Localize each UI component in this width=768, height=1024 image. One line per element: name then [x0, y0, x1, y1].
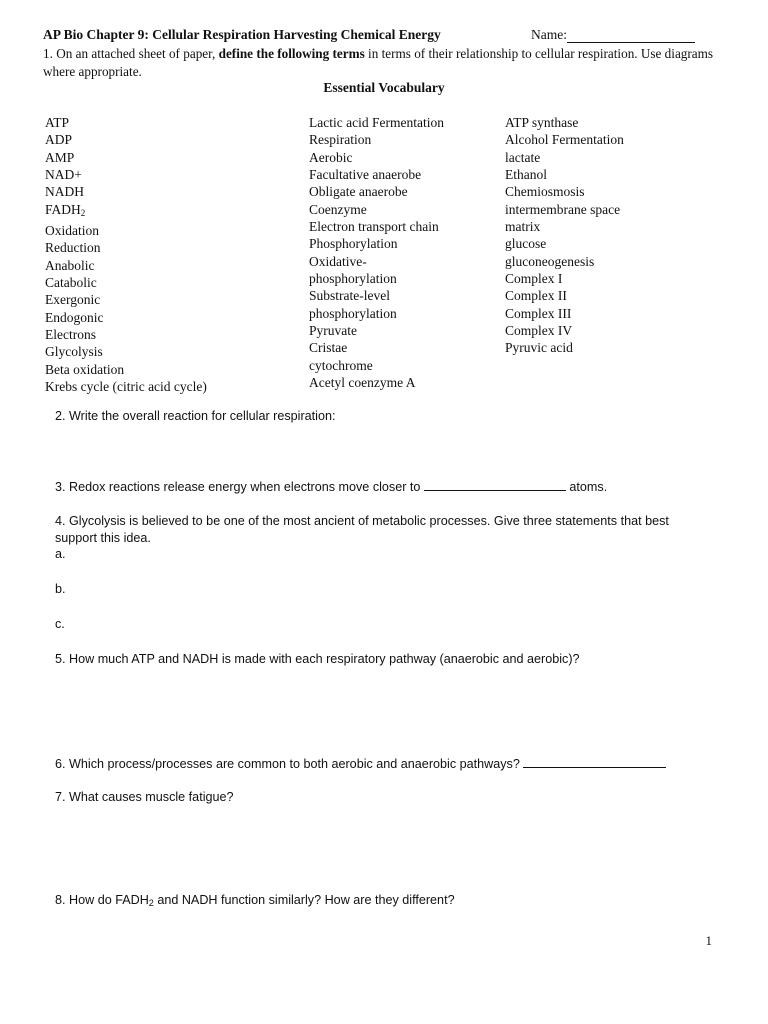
vocab-term: Ethanol [505, 167, 547, 183]
vocab-term: Facultative anaerobe [309, 167, 422, 183]
vocab-term: Electrons [45, 327, 96, 343]
vocab-term: Catabolic [45, 275, 97, 291]
vocab-term: Electron transport chain [309, 219, 439, 235]
question-4-c: c. [55, 617, 65, 631]
vocab-term: Reduction [45, 240, 101, 256]
question-7: 7. What causes muscle fatigue? [55, 790, 234, 804]
vocab-term: Oxidation [45, 223, 99, 239]
vocab-term: Substrate-level [309, 288, 390, 304]
vocab-term: Chemiosmosis [505, 184, 585, 200]
vocab-column-3 [505, 114, 624, 357]
question-2: 2. Write the overall reaction for cellular respiration: [55, 409, 336, 423]
worksheet-header [43, 27, 723, 43]
vocab-term: Pyruvic acid [505, 340, 573, 356]
vocab-term: Krebs cycle (citric acid cycle) [45, 379, 207, 395]
vocab-term: Endogonic [45, 309, 104, 325]
vocab-term: Obligate anaerobe [309, 184, 408, 200]
question-3-blank[interactable] [424, 478, 566, 491]
question-6-blank[interactable] [523, 755, 666, 768]
name-blank-line[interactable] [567, 29, 695, 43]
vocab-term: $FADH_2$ [45, 201, 86, 218]
question-4-a: a. [55, 547, 66, 561]
vocab-term: Pyruvate [309, 323, 357, 339]
question-8-prefix: 8. How do FADH [55, 893, 149, 907]
vocab-term: Glycolysis [45, 344, 103, 360]
name-label: Name: [531, 27, 567, 42]
question-1-bold: define the following terms [218, 46, 365, 61]
vocab-term: gluconeogenesis [505, 253, 595, 269]
vocab-term: Aerobic [309, 149, 353, 165]
vocab-term: Oxidative- [309, 253, 367, 269]
vocab-term: cytochrome [309, 357, 373, 373]
question-1 [43, 45, 723, 80]
vocab-term: Complex II [505, 288, 567, 304]
question-1-suffix: in terms of their relationship to cellular respiration. Use diagrams where appropriate. [43, 46, 714, 79]
question-4: 4. Glycolysis is believed to be one of the most ancient of metabolic processes. Give three statements that best support this idea. [55, 514, 669, 545]
vocab-term: Exergonic [45, 292, 101, 308]
vocab-heading: Essential Vocabulary [323, 80, 445, 95]
vocab-term: Phosphorylation [309, 236, 398, 252]
worksheet-title: AP Bio Chapter 9: Cellular Respiration Harvesting Chemical Energy [43, 27, 441, 42]
vocab-term: Beta oxidation [45, 361, 125, 377]
vocab-term: Complex III [505, 305, 572, 321]
vocab-term: NAD+ [45, 167, 82, 183]
name-field[interactable] [531, 27, 695, 43]
question-6 [55, 755, 666, 771]
question-8-subscript: 2 [148, 898, 154, 908]
vocab-term: phosphorylation [309, 305, 397, 321]
vocab-term: lactate [505, 149, 541, 165]
question-3 [55, 478, 607, 494]
vocab-term: Alcohol Fermentation [505, 132, 624, 148]
vocab-term: matrix [505, 219, 541, 235]
question-3-prefix: 3. Redox reactions release energy when electrons move closer to [55, 480, 421, 494]
vocab-term: Acetyl coenzyme A [309, 375, 416, 391]
question-4-b: b. [55, 582, 66, 596]
vocab-term: Anabolic [45, 257, 95, 273]
vocab-term-subscript: 2 [80, 207, 86, 218]
vocab-term: ATP synthase [505, 115, 579, 130]
question-5: 5. How much ATP and NADH is made with each respiratory pathway (anaerobic and aerobic)? [55, 652, 580, 666]
question-8 [55, 893, 455, 908]
vocab-term: Respiration [309, 132, 372, 148]
vocab-term: ATP [45, 115, 70, 130]
vocab-column-2 [309, 114, 444, 392]
vocab-term: glucose [505, 236, 547, 252]
vocab-term: ADP [45, 132, 73, 148]
vocab-column-1 [45, 114, 207, 396]
question-8-suffix: and NADH function similarly? How are they different? [157, 893, 455, 907]
page-number: 1 [705, 933, 712, 948]
question-1-prefix: 1. On an attached sheet of paper, [43, 46, 216, 61]
vocab-term: Coenzyme [309, 201, 367, 217]
vocab-term: intermembrane space [505, 201, 621, 217]
vocab-term: Lactic acid Fermentation [309, 115, 444, 130]
vocab-term: phosphorylation [309, 271, 397, 287]
vocab-term: Complex I [505, 271, 563, 287]
vocab-term: Complex IV [505, 323, 573, 339]
question-6-text: 6. Which process/processes are common to both aerobic and anaerobic pathways? [55, 757, 520, 771]
vocab-term: Cristae [309, 340, 348, 356]
question-3-suffix: atoms. [569, 480, 608, 494]
vocab-term: NADH [45, 184, 84, 200]
vocab-term: AMP [45, 149, 75, 165]
